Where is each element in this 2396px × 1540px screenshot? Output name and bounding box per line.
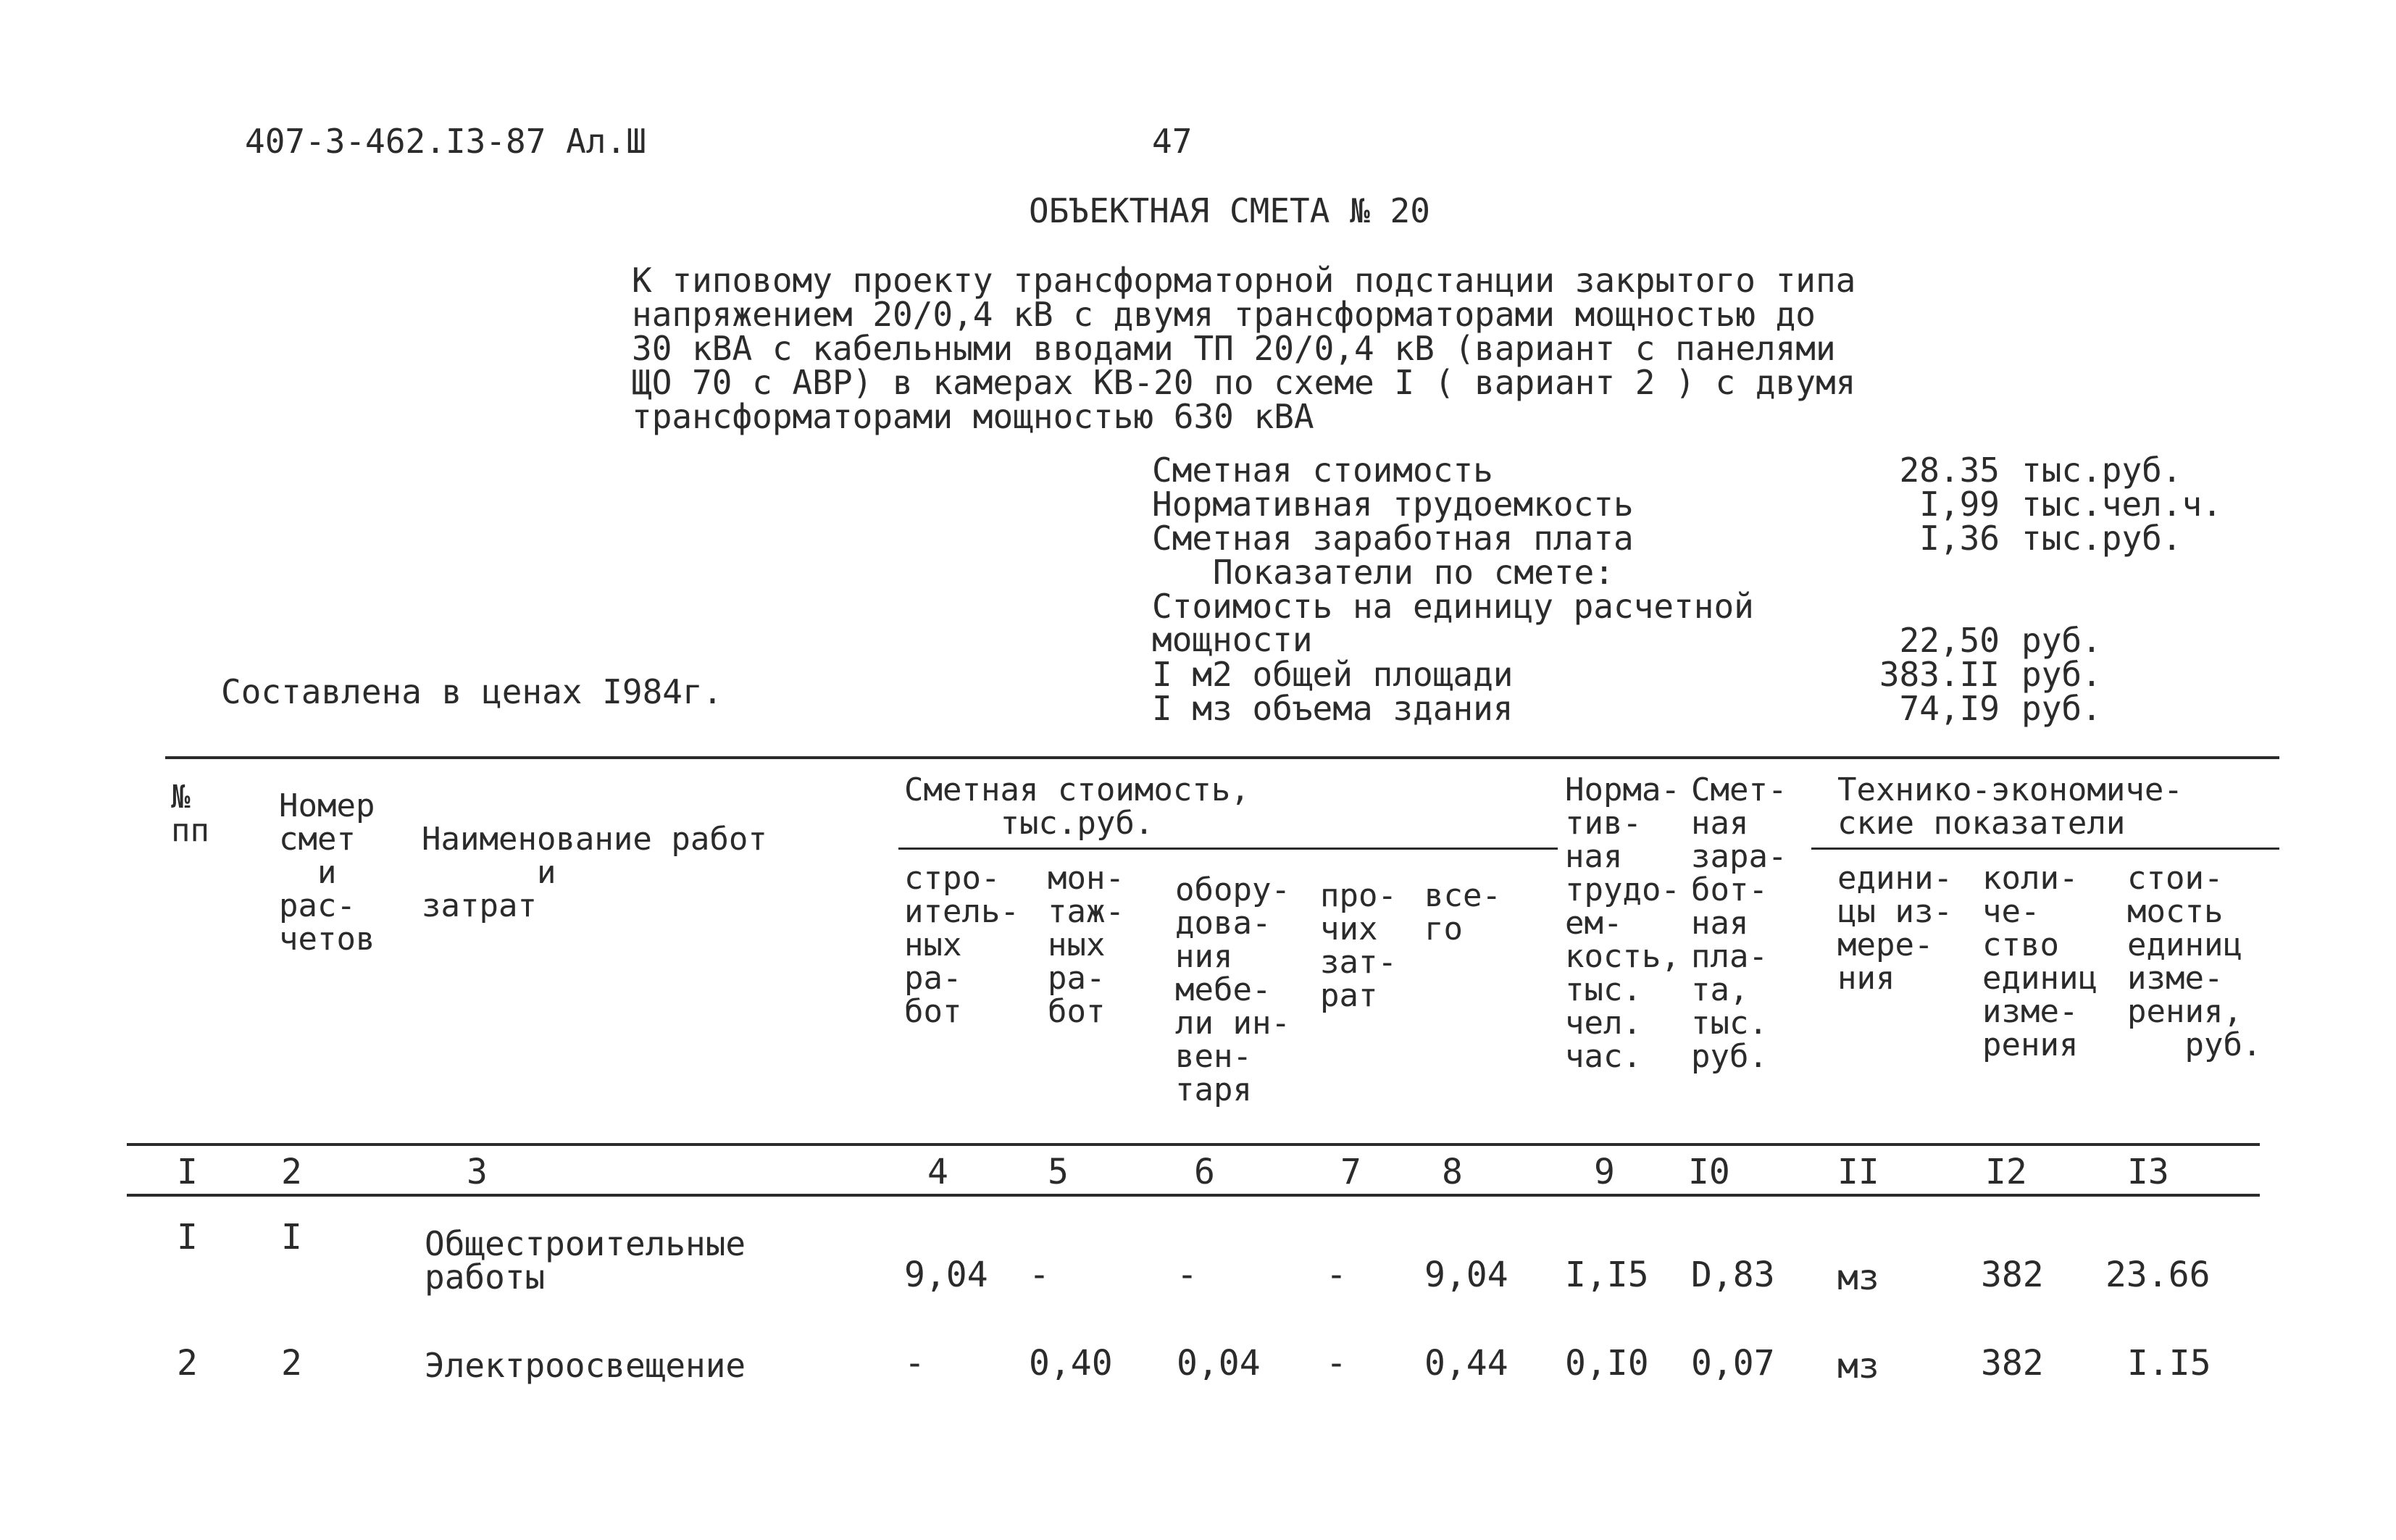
cost-group-rule	[898, 848, 1558, 850]
cell-wage: D,83	[1691, 1255, 1775, 1295]
column-numbers-rule	[127, 1194, 2260, 1197]
header-equipment: обору- дова- ния мебе- ли ин- вен- таря	[1175, 871, 1290, 1108]
cell-quantity: 382	[1981, 1343, 2044, 1384]
summary-value: 28.35	[1899, 451, 2000, 490]
header-construction: стро- итель- ных ра- бот	[904, 860, 1019, 1030]
description-line: К типовому проекту трансформаторной подстанции закрытого типа	[632, 261, 1856, 300]
cell-unit-cost: 23.66	[2105, 1255, 2211, 1295]
column-number: 9	[1594, 1152, 1615, 1192]
header-installation: мон- таж- ных ра- бот	[1048, 860, 1124, 1030]
summary-value: I,36	[1919, 519, 2000, 558]
cell-work-name: Общестроительные работы	[425, 1224, 746, 1297]
cell-row-number: I	[177, 1217, 198, 1257]
indicator-label: I м2 общей площади	[1152, 655, 1514, 694]
header-work-name: Наименование работ и затрат	[422, 821, 767, 924]
cell-equipment: 0,04	[1177, 1343, 1261, 1384]
page-title: ОБЪЕКТНАЯ СМЕТА № 20	[1029, 191, 1430, 230]
description-line: напряжением 20/0,4 кВ с двумя трансформаторами мощностью до	[632, 295, 1816, 334]
summary-label: Сметная заработная плата	[1152, 519, 1634, 558]
column-number: 6	[1194, 1152, 1215, 1192]
indicators-heading: Показатели по смете:	[1213, 553, 1614, 592]
indicator-unit: руб.	[2021, 621, 2102, 660]
header-estimate-number: Номер смет и рас- четов	[279, 787, 375, 958]
document-code: 407-3-462.I3-87 Ал.Ш	[245, 122, 646, 161]
header-quantity: коли- че- ство единиц изме- рения	[1982, 860, 2097, 1063]
cell-estimate-number: 2	[281, 1343, 302, 1384]
cell-work-name: Электроосвещение	[425, 1346, 746, 1385]
tech-group-rule	[1811, 848, 2279, 850]
description-line: трансформаторами мощностью 630 кВА	[632, 397, 1314, 436]
header-wage: Смет- ная зара- бот- ная пла- та, тыс. руб.	[1691, 771, 1787, 1075]
indicator-value: 22,50	[1899, 621, 2000, 660]
header-other: про- чих зат- рат	[1320, 877, 1397, 1014]
cell-installation: -	[1029, 1255, 1050, 1295]
cell-unit: мз	[1837, 1257, 1879, 1298]
column-number: 2	[281, 1152, 302, 1192]
indicator-unit: руб.	[2021, 655, 2102, 694]
indicator-label: Стоимость на единицу расчетной мощности	[1152, 587, 1754, 659]
header-total: все- го	[1424, 877, 1501, 947]
column-number: I2	[1985, 1152, 2027, 1192]
cell-installation: 0,40	[1029, 1343, 1113, 1384]
cell-total: 0,44	[1424, 1343, 1508, 1384]
column-number: II	[1837, 1152, 1879, 1192]
header-unit-cost: стои- мость единиц изме- рения, руб.	[2127, 860, 2262, 1063]
cell-other: -	[1326, 1255, 1347, 1295]
indicator-value: 74,I9	[1899, 689, 2000, 728]
description-line: 30 кВА с кабельными вводами ТП 20/0,4 кВ (вариант с панелями	[632, 329, 1836, 368]
column-number: 7	[1340, 1152, 1361, 1192]
summary-unit: тыс.руб.	[2021, 519, 2182, 558]
cell-row-number: 2	[177, 1343, 198, 1384]
cell-total: 9,04	[1424, 1255, 1508, 1295]
page-number: 47	[1152, 122, 1193, 161]
column-number: 8	[1442, 1152, 1463, 1192]
cell-equipment: -	[1177, 1255, 1198, 1295]
description-line: ЩО 70 с АВР) в камерах КВ-20 по схеме I ( вариант 2 ) с двумя	[632, 363, 1856, 402]
column-number: I	[177, 1152, 198, 1192]
header-cost-group: Сметная стоимость, тыс.руб.	[904, 771, 1250, 842]
header-row-number: № пп	[171, 779, 209, 849]
header-unit: едини- цы из- мере- ния	[1837, 860, 1953, 997]
table-top-rule	[165, 756, 2279, 759]
summary-label: Сметная стоимость	[1152, 451, 1493, 490]
cell-labor: I,I5	[1565, 1255, 1649, 1295]
prices-note: Составлена в ценах I984г.	[221, 672, 723, 711]
cell-wage: 0,07	[1691, 1343, 1775, 1384]
summary-label: Нормативная трудоемкость	[1152, 485, 1634, 524]
summary-value: I,99	[1919, 485, 2000, 524]
header-tech-group: Технико-экономиче- ские показатели	[1837, 771, 2183, 842]
header-bottom-rule	[127, 1143, 2260, 1146]
cell-labor: 0,I0	[1565, 1343, 1649, 1384]
cell-estimate-number: I	[281, 1217, 302, 1257]
column-number: I0	[1688, 1152, 1730, 1192]
cell-construction: -	[904, 1343, 925, 1384]
column-number: 5	[1048, 1152, 1069, 1192]
summary-unit: тыс.чел.ч.	[2021, 485, 2222, 524]
cell-unit: мз	[1837, 1346, 1879, 1386]
cell-unit-cost: I.I5	[2127, 1343, 2211, 1384]
indicator-value: 383.II	[1879, 655, 2000, 694]
cell-quantity: 382	[1981, 1255, 2044, 1295]
column-number: I3	[2127, 1152, 2169, 1192]
indicator-unit: руб.	[2021, 689, 2102, 728]
column-number: 4	[927, 1152, 948, 1192]
header-labor: Норма- тив- ная трудо- ем- кость, тыс. чел. час.	[1565, 771, 1680, 1075]
indicator-label: I мз объема здания	[1152, 689, 1514, 728]
cell-construction: 9,04	[904, 1255, 988, 1295]
cell-other: -	[1326, 1343, 1347, 1384]
column-number: 3	[467, 1152, 488, 1192]
summary-unit: тыс.руб.	[2021, 451, 2182, 490]
